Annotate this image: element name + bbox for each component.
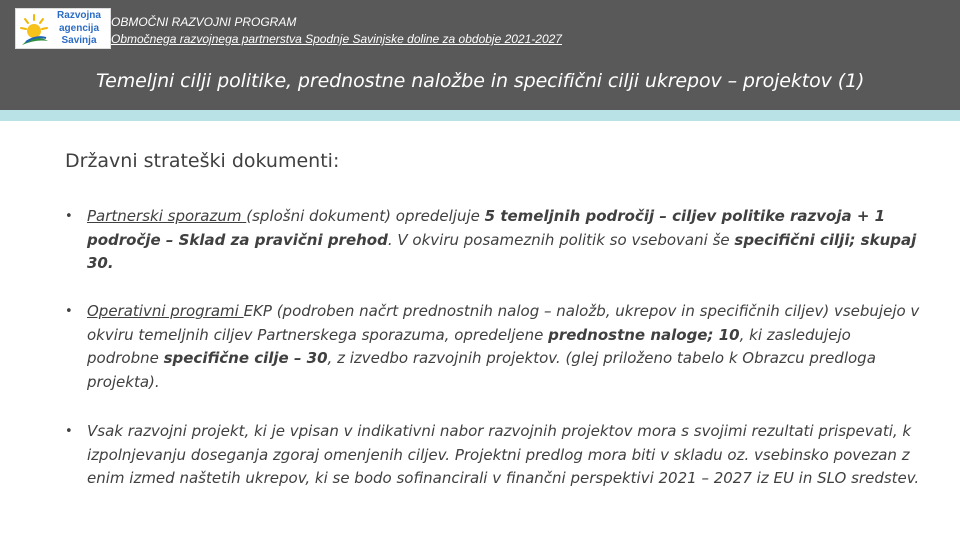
bullet-development-project — [65, 420, 925, 491]
bullet-marker: • — [65, 209, 73, 224]
operational-programmes-link[interactable]: Operativni programi — [87, 302, 244, 320]
bullet-text: (splošni dokument) opredeljuje — [246, 207, 485, 225]
partnership-agreement-link[interactable]: Partnerski sporazum — [87, 207, 247, 225]
bullet-operational-programmes — [65, 300, 925, 394]
bullet-text: , z izvedbo razvojnih projektov. (glej priloženo tabelo k Obrazcu predloga projekta). — [87, 349, 876, 391]
logo-line-3: Savinja — [61, 35, 97, 46]
bullet-text: Vsak razvojni projekt, ki je vpisan v indikativni nabor razvojnih projektov mora s svojimi rezultati prispevati, k izpolnjevanju doseganja zgoraj omenjenih ciljev. Projektni predlog mora biti v skladu oz. vsebinsko povezan z enim izmed naštetih ukrepov, ki se bodo sofinancirali v finančni perspektivi 2021 – 2027 iz EU in SLO sredstev. — [87, 422, 920, 487]
agency-logo — [15, 8, 111, 49]
bullet-text: . V okviru posameznih politik so vsebovani še — [387, 230, 735, 249]
section-heading: Državni strateški dokumenti: — [65, 150, 340, 172]
bullet-emphasis: 5 temeljnih področij – ciljev politike razvoja + 1 področje – Sklad za pravični prehod — [87, 207, 886, 249]
sun-leaf-logo-icon — [18, 11, 52, 47]
logo-wordmark — [50, 10, 108, 48]
bullet-marker: • — [65, 424, 73, 439]
bullet-text: , ki zasledujejo podrobne — [87, 325, 851, 367]
header-bar — [0, 0, 960, 110]
bullet-emphasis: specifične cilje – 30 — [163, 349, 328, 367]
bullet-text: EKP (podroben načrt prednostnih nalog – naložb, ukrepov in specifičnih ciljev) vsebujejo v okviru temeljnih ciljev Partnerskega sporazuma, opredeljene — [87, 302, 920, 344]
logo-line-2: agencija — [58, 22, 100, 34]
bullet-partnership-agreement — [65, 205, 925, 276]
logo-line-1: Razvojna — [57, 10, 101, 21]
bullet-emphasis: prednostne naloge; 10 — [548, 325, 740, 344]
bullet-marker: • — [65, 304, 73, 319]
slide-title: Temeljni cilji politike, prednostne naložbe in specifični cilji ukrepov – projektov (1) — [96, 70, 865, 92]
bullet-emphasis: specifični cilji; skupaj 30. — [87, 230, 917, 272]
program-subtitle-link[interactable]: Območnega razvojnega partnerstva Spodnje Savinjske doline za obdobje 2021-2027 — [111, 32, 562, 46]
accent-bar — [0, 110, 960, 121]
program-title: OBMOČNI RAZVOJNI PROGRAM — [111, 15, 297, 29]
